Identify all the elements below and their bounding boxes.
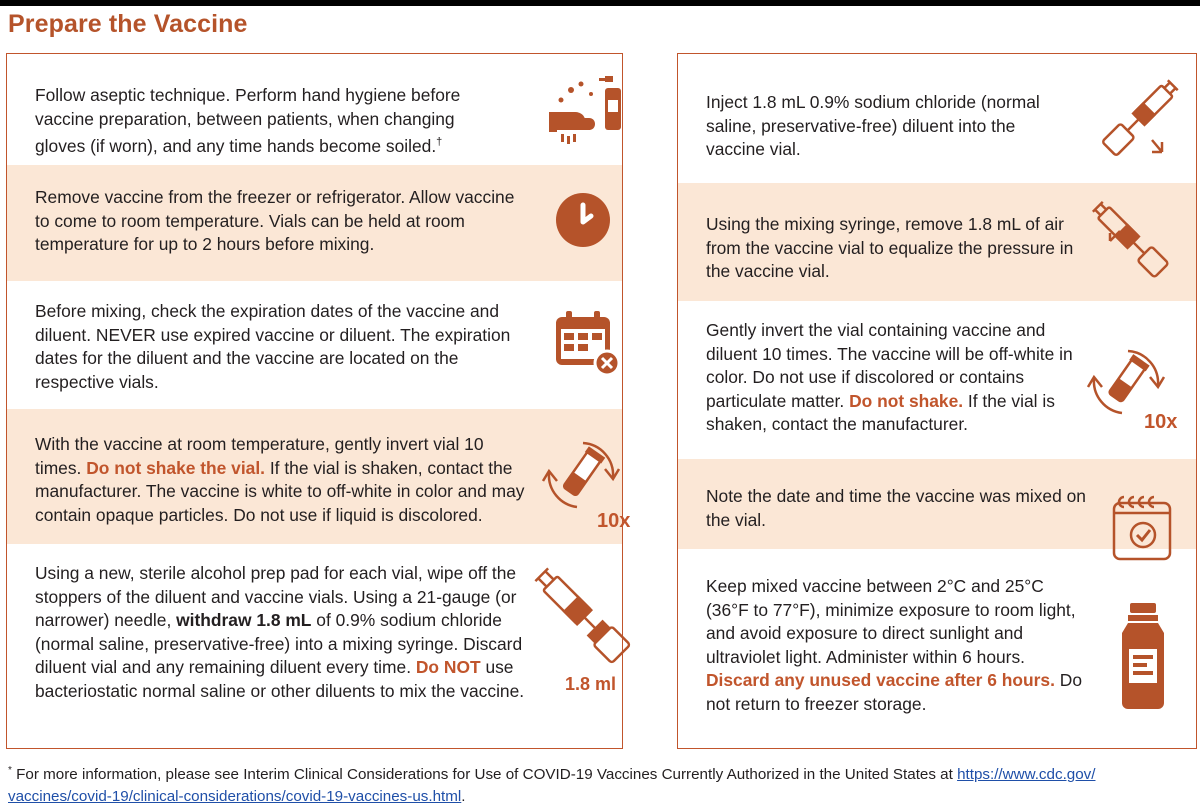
step-note-date bbox=[678, 459, 1196, 549]
invert-vial-icon bbox=[1088, 347, 1164, 417]
volume-badge: 1.8 ml bbox=[565, 674, 617, 694]
step-text: Follow aseptic technique. Perform hand hygiene before vaccine preparation, between patients, when changing gloves (if worn), and any time hands become soiled.† bbox=[35, 85, 461, 156]
step-text: With the vaccine at room temperature, gently invert vial 10 times. Do not shake the vial. If the vial is shaken, contact the manufacturer. The vaccine is white to off-white in color and may contain opaque particles. Do not use if liquid is discolored. bbox=[35, 434, 525, 525]
right-steps-panel bbox=[677, 53, 1197, 749]
step-invert-vial bbox=[7, 409, 631, 544]
clock-icon bbox=[555, 192, 611, 248]
step-check-expiration bbox=[7, 281, 622, 409]
step-text: Using the mixing syringe, remove 1.8 mL of air from the vaccine vial to equalize the pressure in the vaccine vial. bbox=[706, 214, 1074, 281]
step-storage bbox=[678, 549, 1196, 750]
invert-count-badge: 10x bbox=[1144, 411, 1178, 433]
vaccine-vial-icon bbox=[1120, 603, 1166, 711]
invert-count-badge: 10x bbox=[597, 510, 631, 532]
step-inject-diluent bbox=[678, 54, 1196, 183]
step-remove-air bbox=[678, 183, 1196, 301]
step-hand-hygiene bbox=[7, 54, 622, 165]
top-border bbox=[0, 0, 1200, 6]
calendar-x-icon bbox=[552, 309, 622, 379]
syringe-inject-icon bbox=[1096, 82, 1176, 162]
step-text: Gently invert the vial containing vaccine and diluent 10 times. The vaccine will be off-white in color. Do not use if discolored or contains particulate matter. Do not shake. If the vial is shaken, contact the manufacturer. bbox=[706, 320, 1073, 434]
step-text: Before mixing, check the expiration dates of the vaccine and diluent. NEVER use expired vaccine or diluent. The expiration dates for the diluent and the vaccine are located on the respective vials. bbox=[35, 301, 511, 392]
step-withdraw-diluent bbox=[7, 544, 622, 750]
footnote-text: For more information, please see Interim Clinical Considerations for Use of COVID-19 Vaccines Currently Authorized in the United States at bbox=[16, 766, 958, 784]
syringe-withdraw-icon bbox=[1096, 203, 1176, 287]
step-text: Note the date and time the vaccine was mixed on the vial. bbox=[706, 486, 1086, 530]
invert-vial-icon bbox=[543, 439, 619, 511]
footnote: * For more information, please see Interim Clinical Considerations for Use of COVID-19 Vaccines Currently Authorized in the United States at https://www.cdc.gov/ vaccines/covid-19/clinical-considerations/covid-19-vaccines-us.html. bbox=[8, 765, 1096, 806]
step-text: Inject 1.8 mL 0.9% sodium chloride (normal saline, preservative-free) diluent into the vaccine vial. bbox=[706, 92, 1040, 159]
syringe-vial-icon bbox=[544, 570, 630, 670]
step-room-temperature bbox=[7, 165, 622, 281]
hand-washing-icon bbox=[547, 74, 627, 150]
step-text: Using a new, sterile alcohol prep pad for each vial, wipe off the stoppers of the diluent and vaccine vials. Using a 21-gauge (or narrower) needle, withdraw 1.8 mL of 0.9% sodium chloride (normal saline, preservative-free) into a mixing syringe. Discard diluent vial and any remaining diluent every time. Do NOT use bacteriostatic normal saline or other diluents to mix the vaccine. bbox=[35, 563, 525, 701]
step-invert-mixed-vial bbox=[678, 301, 1196, 459]
page-title: Prepare the Vaccine bbox=[8, 10, 248, 38]
left-steps-panel bbox=[6, 53, 631, 749]
step-text: Remove vaccine from the freezer or refrigerator. Allow vaccine to come to room temperature. Vials can be held at room temperature for up to 2 hours before mixing. bbox=[35, 187, 515, 254]
footnote-marker: * bbox=[8, 765, 12, 776]
step-text: Keep mixed vaccine between 2°C and 25°C (36°F to 77°F), minimize exposure to room light, and avoid exposure to direct sunlight and ultraviolet light. Administer within 6 hours. Discard any unused vaccine after 6 hours. Do not return to freezer storage. bbox=[706, 576, 1082, 714]
cdc-link[interactable]: https://www.cdc.gov/ vaccines/covid-19/clinical-considerations/covid-19-vaccines-us.html bbox=[8, 766, 1096, 806]
